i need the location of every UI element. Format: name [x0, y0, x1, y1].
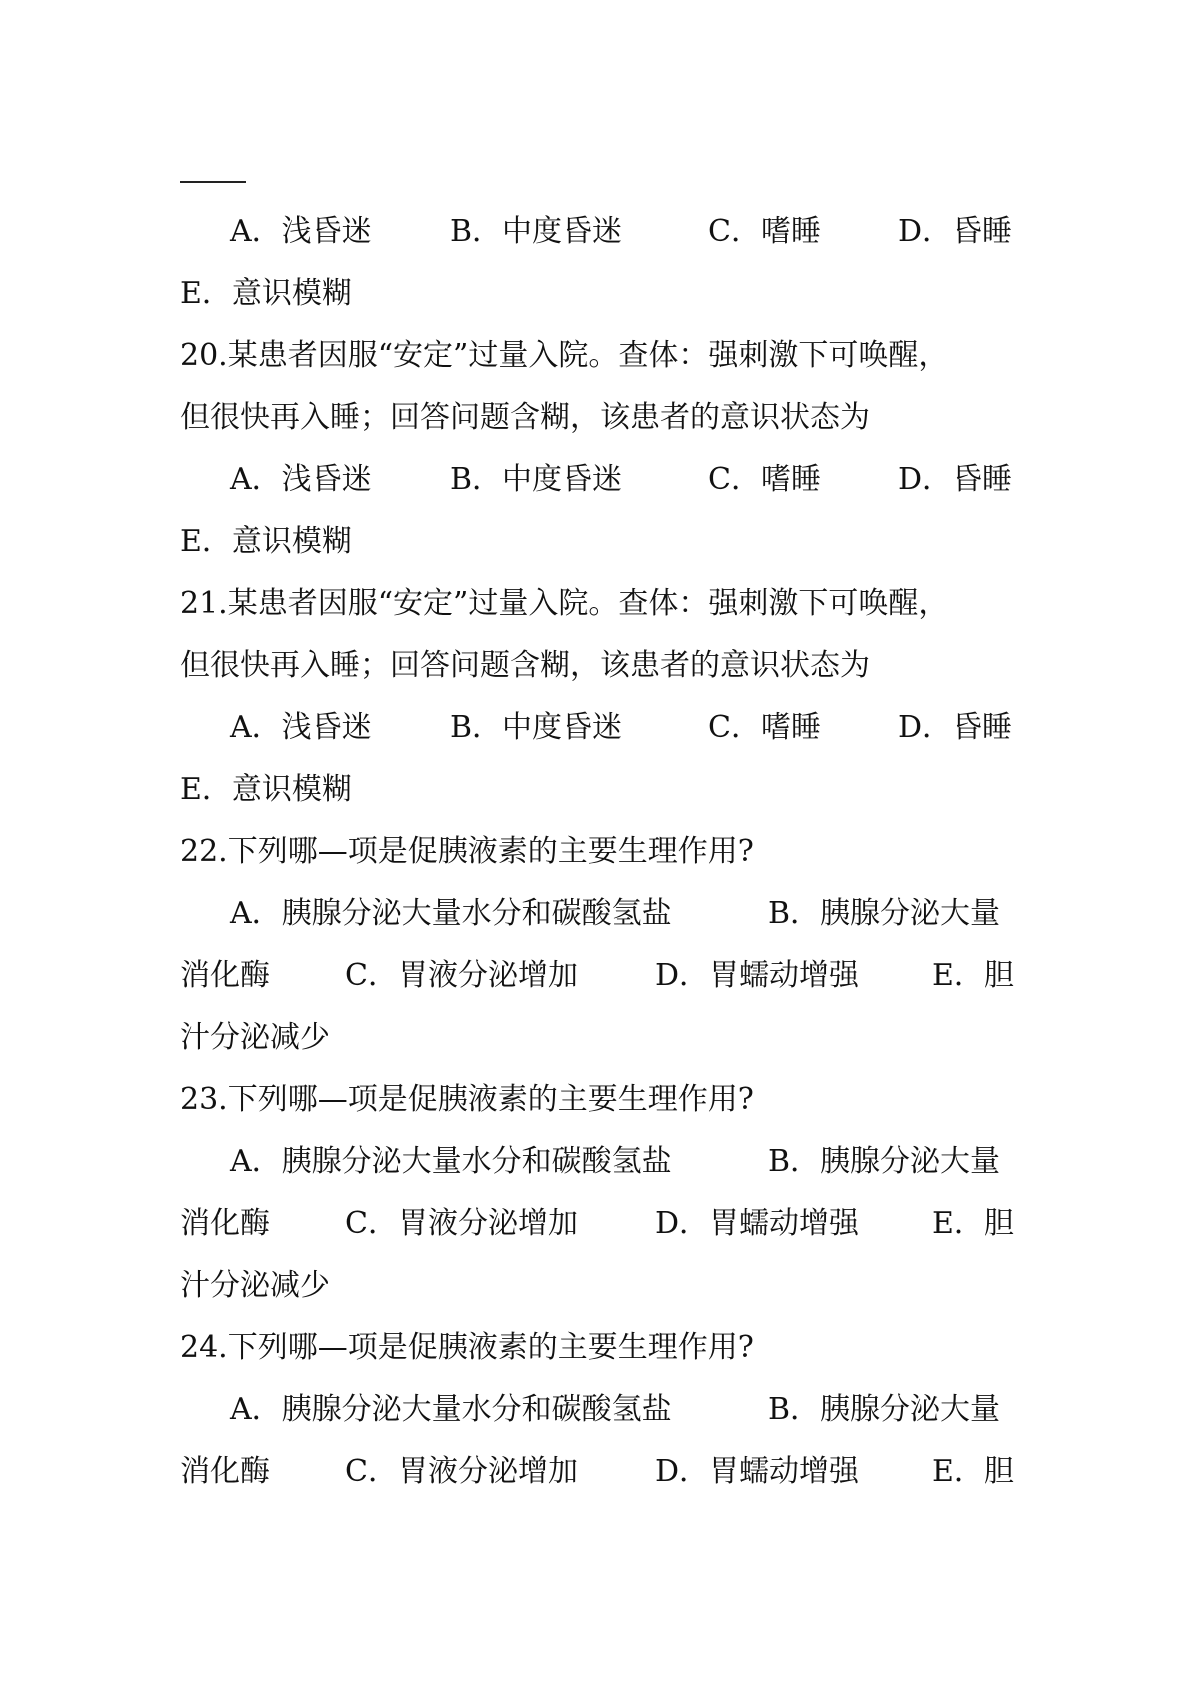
- question-24-stem: 24.下列哪—项是促胰液素的主要生理作用?: [180, 1330, 754, 1365]
- question-20-stem-line1: 20.某患者因服“安定”过量入院。查体：强刺激下可唤醒，: [180, 338, 949, 373]
- question-21-stem-line2: 但很快再入睡；回答问题含糊，该患者的意识状态为: [180, 648, 870, 683]
- question-stem: [180, 334, 1020, 378]
- option-c: C．胃液分泌增加: [345, 958, 578, 993]
- option-a: A．胰腺分泌大量水分和碳酸氢盐: [230, 1144, 672, 1179]
- option-b: B．中度昏迷: [450, 214, 623, 249]
- option-row: [180, 1450, 1020, 1494]
- option-a: A．胰腺分泌大量水分和碳酸氢盐: [230, 1392, 672, 1427]
- option-e-continued: 汁分泌减少: [180, 1020, 330, 1055]
- option-row: [180, 1202, 1020, 1246]
- option-row: [180, 892, 1020, 936]
- option-a: A．浅昏迷: [230, 214, 372, 249]
- question-stem: [180, 1326, 1020, 1370]
- option-e: E．意识模糊: [180, 276, 352, 311]
- option-row: [180, 1140, 1020, 1184]
- option-d: D．胃蠕动增强: [655, 958, 860, 993]
- option-row: [180, 706, 1020, 750]
- option-row: [180, 210, 1020, 254]
- option-row: [180, 520, 1020, 564]
- option-d: D．昏睡: [898, 214, 1013, 249]
- option-row: [180, 954, 1020, 998]
- option-e: E．胆: [932, 958, 1014, 993]
- option-c: C．胃液分泌增加: [345, 1454, 578, 1489]
- option-row: [180, 768, 1020, 812]
- question-stem: [180, 1078, 1020, 1122]
- option-b-continued: 消化酶: [180, 958, 270, 993]
- answer-blank-line: [180, 181, 246, 183]
- option-c: C．嗜睡: [708, 214, 821, 249]
- option-e: E．意识模糊: [180, 524, 352, 559]
- question-stem: [180, 830, 1020, 874]
- option-e: E．胆: [932, 1206, 1014, 1241]
- question-stem: [180, 396, 1020, 440]
- option-row: [180, 1388, 1020, 1432]
- option-c: C．嗜睡: [708, 710, 821, 745]
- option-d: D．胃蠕动增强: [655, 1206, 860, 1241]
- option-a: A．胰腺分泌大量水分和碳酸氢盐: [230, 896, 672, 931]
- option-c: C．胃液分泌增加: [345, 1206, 578, 1241]
- option-b: B．胰腺分泌大量: [768, 896, 1001, 931]
- option-a: A．浅昏迷: [230, 710, 372, 745]
- option-row: [180, 458, 1020, 502]
- question-stem: [180, 582, 1020, 626]
- option-row: [180, 1264, 1020, 1308]
- question-22-stem: 22.下列哪—项是促胰液素的主要生理作用?: [180, 834, 754, 869]
- question-23-stem: 23.下列哪—项是促胰液素的主要生理作用?: [180, 1082, 754, 1117]
- option-a: A．浅昏迷: [230, 462, 372, 497]
- option-d: D．昏睡: [898, 462, 1013, 497]
- option-d: D．昏睡: [898, 710, 1013, 745]
- option-e: E．胆: [932, 1454, 1014, 1489]
- option-b: B．胰腺分泌大量: [768, 1392, 1001, 1427]
- question-20-stem-line2: 但很快再入睡；回答问题含糊，该患者的意识状态为: [180, 400, 870, 435]
- option-c: C．嗜睡: [708, 462, 821, 497]
- option-b-continued: 消化酶: [180, 1206, 270, 1241]
- question-21-stem-line1: 21.某患者因服“安定”过量入院。查体：强刺激下可唤醒，: [180, 586, 949, 621]
- option-row: [180, 272, 1020, 316]
- option-row: [180, 1016, 1020, 1060]
- option-b: B．中度昏迷: [450, 710, 623, 745]
- option-e: E．意识模糊: [180, 772, 352, 807]
- option-e-continued: 汁分泌减少: [180, 1268, 330, 1303]
- question-stem: [180, 644, 1020, 688]
- option-b: B．中度昏迷: [450, 462, 623, 497]
- option-b: B．胰腺分泌大量: [768, 1144, 1001, 1179]
- option-b-continued: 消化酶: [180, 1454, 270, 1489]
- option-d: D．胃蠕动增强: [655, 1454, 860, 1489]
